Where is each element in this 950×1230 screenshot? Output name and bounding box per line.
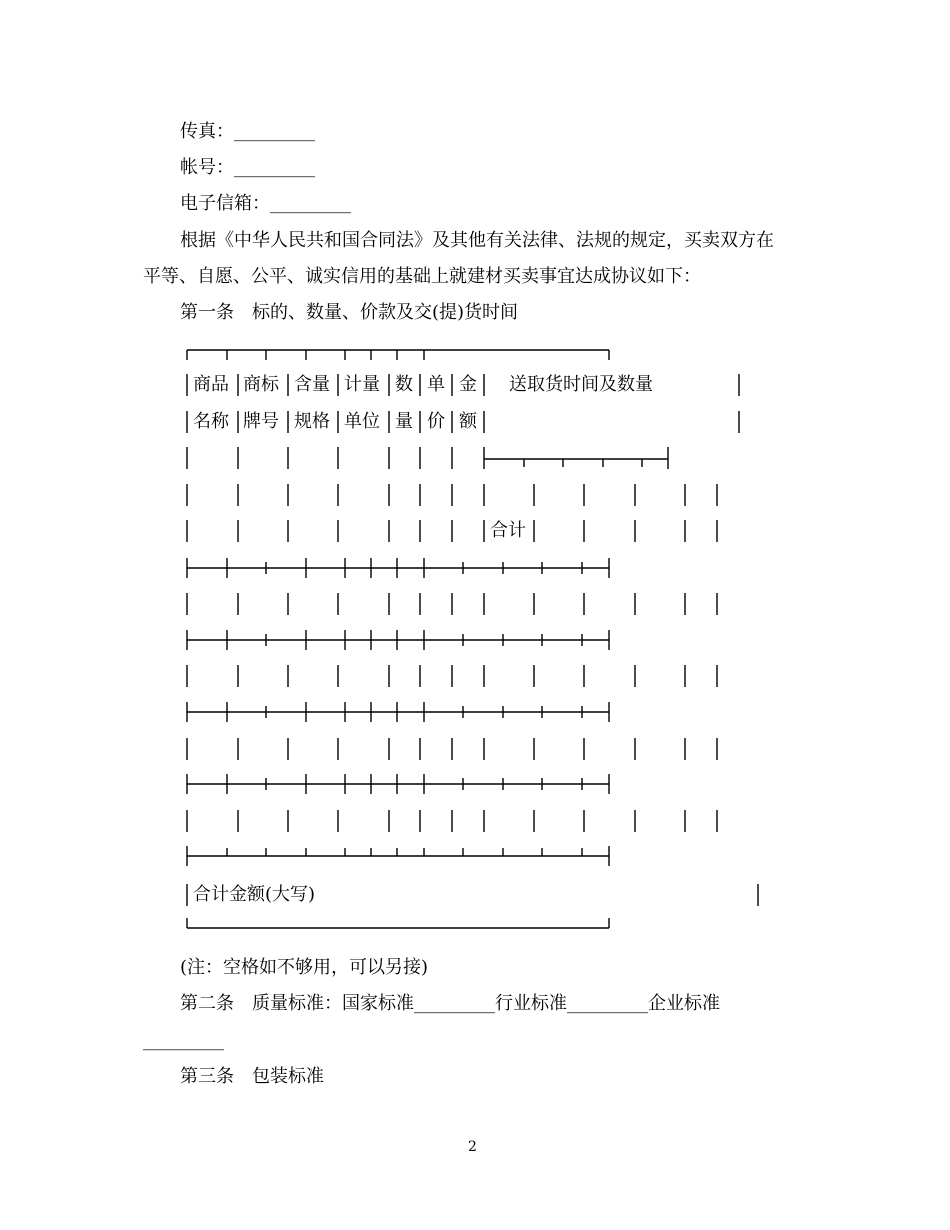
- fax-blank[interactable]: _________: [234, 121, 315, 142]
- header-quantity-2: 量: [395, 411, 413, 432]
- header-unit-1: 计量: [344, 374, 380, 395]
- header-amount-2: 额: [459, 411, 477, 432]
- header-brand-2: 牌号: [243, 411, 279, 432]
- article2-prefix: 第二条 质量标准：国家标准: [180, 993, 414, 1014]
- subtotal-label: 合计: [490, 520, 526, 541]
- intro-line-2: 平等、自愿、公平、诚实信用的基础上就建材买卖事宜达成协议如下：: [143, 266, 701, 287]
- total-amount-label: 合计金额(大写): [193, 884, 316, 905]
- header-unit-2: 单位: [344, 411, 380, 432]
- header-amount-1: 金: [459, 374, 477, 395]
- account-blank[interactable]: _________: [234, 157, 315, 178]
- header-price-2: 价: [427, 411, 445, 432]
- email-label: 电子信箱：: [180, 193, 270, 214]
- fax-label: 传真：: [180, 121, 234, 142]
- header-delivery: 送取货时间及数量: [509, 374, 653, 395]
- page-number: 2: [468, 1139, 477, 1155]
- article3-title: 第三条 包装标准: [180, 1066, 324, 1087]
- header-price-1: 单: [427, 374, 445, 395]
- header-product-name-2: 名称: [193, 411, 229, 432]
- article2-enterprise-label: 企业标准: [648, 993, 720, 1014]
- intro-line-1: 根据《中华人民共和国合同法》及其他有关法律、法规的规定，买卖双方在: [180, 230, 774, 251]
- account-label: 帐号：: [180, 157, 234, 178]
- header-content-1: 含量: [294, 374, 330, 395]
- table-note: (注：空格如不够用，可以另接): [180, 957, 429, 978]
- enterprise-standard-blank[interactable]: _________: [143, 1030, 224, 1051]
- industry-standard-blank[interactable]: _________: [567, 993, 648, 1014]
- article2-industry-label: 行业标准: [495, 993, 567, 1014]
- header-quantity-1: 数: [395, 374, 413, 395]
- header-content-2: 规格: [294, 411, 330, 432]
- header-brand-1: 商标: [243, 374, 279, 395]
- email-blank[interactable]: _________: [270, 193, 351, 214]
- article2-line: [180, 993, 720, 1015]
- header-product-name-1: 商品: [193, 374, 229, 395]
- article1-title: 第一条 标的、数量、价款及交(提)货时间: [180, 302, 519, 323]
- national-standard-blank[interactable]: _________: [414, 993, 495, 1014]
